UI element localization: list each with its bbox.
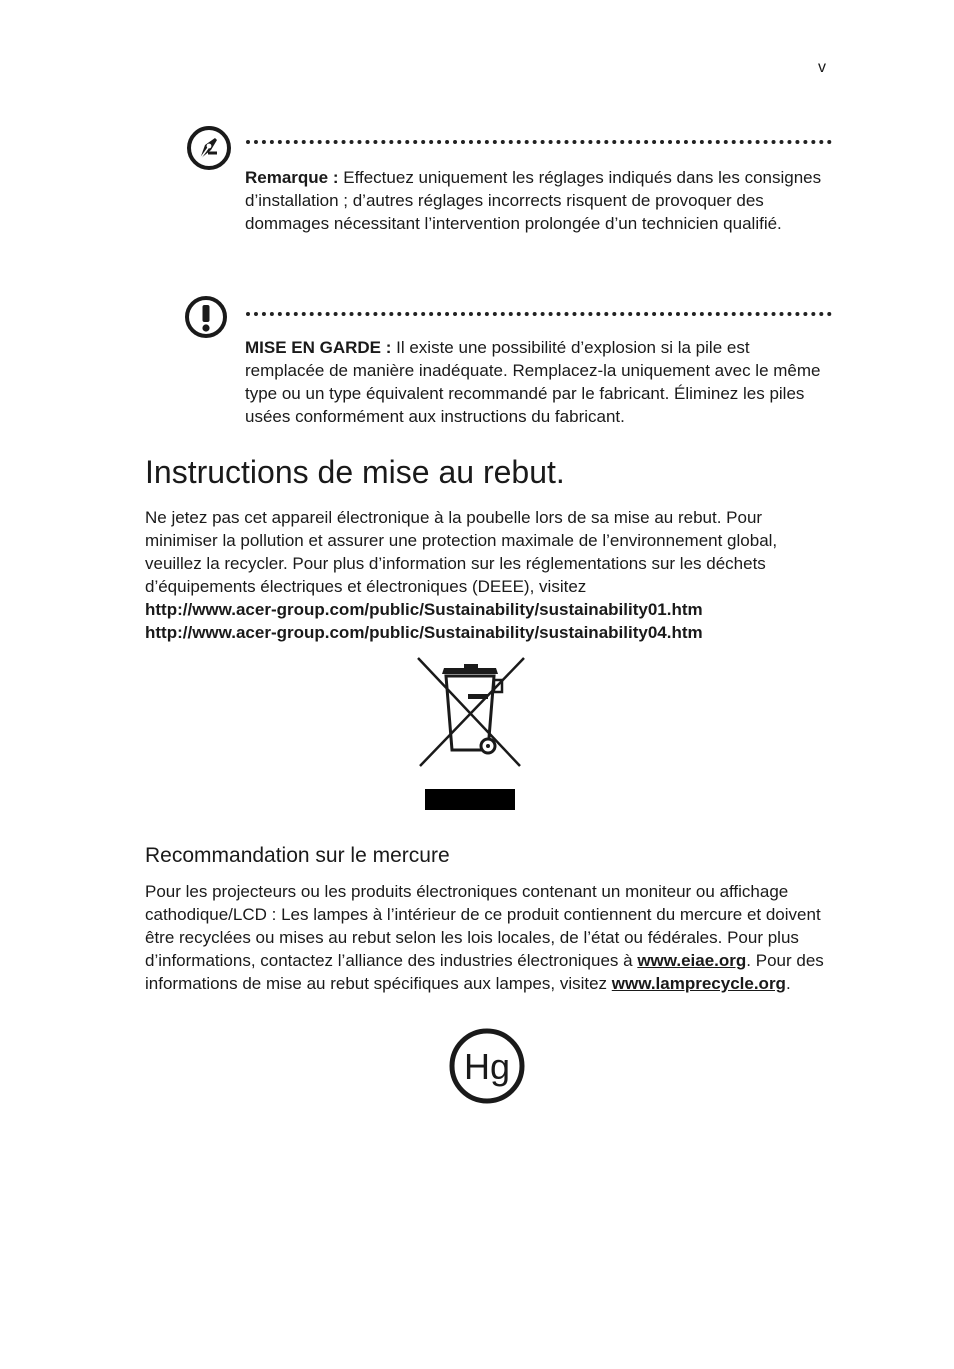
note-label: Remarque : [245, 168, 339, 187]
disposal-url-2[interactable]: http://www.acer-group.com/public/Sustainability/sustainability04.htm [145, 623, 703, 642]
disposal-url-1[interactable]: http://www.acer-group.com/public/Sustainability/sustainability01.htm [145, 600, 703, 619]
mercury-hg-icon [447, 1026, 527, 1111]
disposal-heading: Instructions de mise au rebut. [145, 454, 565, 490]
caution-label: MISE EN GARDE : [245, 338, 392, 357]
mercury-heading: Recommandation sur le mercure [145, 844, 450, 867]
mercury-body-2: . Pour des informations de mise au rebut spécifiques aux lampes, visitez [145, 951, 824, 993]
eiae-link[interactable]: www.eiae.org [637, 951, 747, 970]
mercury-body-3: . [785, 974, 791, 993]
caution-text [245, 336, 832, 428]
caution-callout [184, 296, 832, 436]
page-number: v [818, 59, 826, 76]
pen-nib-icon [184, 126, 232, 179]
note-text [245, 166, 832, 235]
exclamation-icon [184, 296, 232, 349]
caution-body: Il existe une possibilité d’explosion si la pile est remplacée de manière inadéquate. Remplacez-la uniquement avec le même type ou un type équivalent recommandé par le fabricant. Éliminez les piles usées conformément aux instructions du fabricant. [245, 338, 821, 426]
crossed-out-wheelie-bin-icon [414, 654, 528, 819]
hg-symbol-text: Hg [463, 1046, 511, 1087]
mercury-body-1: Pour les projecteurs ou les produits électroniques contenant un moniteur ou affichage cathodique/LCD : Les lampes à l’intérieur de ce produit contiennent du mercure et doivent être recyclées ou mises au rebut selon les lois locales, de l’état ou fédérales. Pour plus d’informations, contactez l’alliance des industries électroniques à [145, 882, 821, 970]
note-callout [184, 126, 832, 266]
disposal-body: Ne jetez pas cet appareil électronique à la poubelle lors de sa mise au rebut. Pour minimiser la pollution et assurer une protection maximale de l’environnement global, veuillez la recycler. Pour plus d’information sur les réglementations sur les déchets d’équipements électriques et électroniques (DEEE), visitez [145, 508, 778, 596]
note-body: Effectuez uniquement les réglages indiqués dans les consignes d’installation ; d’autres réglages incorrects risquent de provoquer des dommages nécessitant l’intervention prolongée d’un technicien qualifié. [245, 168, 822, 233]
caution-dotted-rule [246, 312, 832, 316]
note-dotted-rule [246, 140, 832, 144]
mercury-paragraph [145, 880, 835, 995]
disposal-paragraph [145, 506, 835, 644]
lamprecycle-link[interactable]: www.lamprecycle.org [611, 974, 786, 993]
